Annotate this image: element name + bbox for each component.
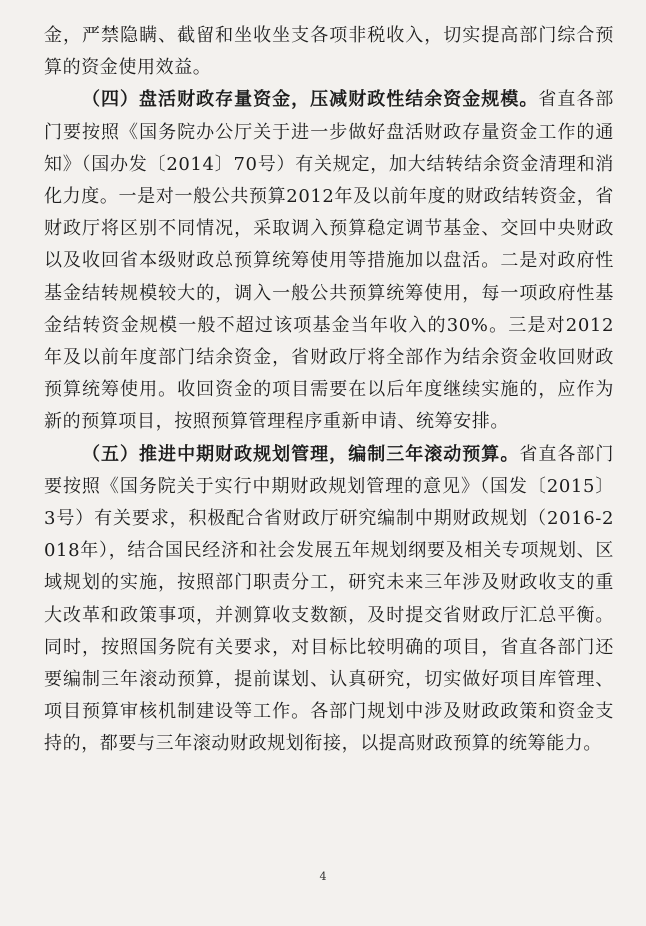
paragraph-text: 金，严禁隐瞒、截留和坐收坐支各项非税收入，切实提高部门综合预算的资金使用效益。 [44,25,614,79]
item-label: 一是 [118,186,156,208]
item-text: 对2012年及以前年度部门结余资金，省财政厅将全部作为结余资金收回财政预算统筹使用。收回资金的项目需要在以后年度继续实施的，应作为新的预算项目，按照预算管理程序重新申请、统筹安排。 [44,314,614,433]
paragraph-text: 省直各部门要按照《国务院办公厅关于进一步做好盘活财政存量资金工作的通知》（国办发〔2014〕70号）有关规定，加大结转结余资金清理和消化力度。 [44,89,614,208]
item-label: 二是 [500,250,539,272]
paragraph-text: 省直各部门要按照《国务院关于实行中期财政规划管理的意见》（国发〔2015〕3号）有关要求，积极配合省财政厅研究编制中期财政规划（2016-2018年），结合国民经济和社会发展五年规划纲要及相关专项规划、区域规划的实施，按照部门职责分工，研究未来三年涉及财政收支的重大改革和政策事项，并测算收支数额，及时提交省财政厅汇总平衡。同时，按照国务院有关要求，对目标比较明确的项目，省直各部门还要编制三年滚动预算，提前谋划、认真研究，切实做好项目库管理、项目预算审核机制建设等工作。各部门规划中涉及财政政策和资金支持的，都要与三年滚动财政规划衔接，以提高财政预算的统筹能力。 [44,443,614,755]
section-heading: （四）盘活财政存量资金，压减财政性结余资金规模。 [82,89,539,111]
paragraph-section-5 [44,439,614,761]
item-label: 三是 [508,314,547,336]
item-text: 对一般公共预算2012年及以前年度的财政结转资金，省财政厅将区别不同情况，采取调入预算稳定调节基金、交回中央财政以及收回省本级财政总预算统筹使用等措施加以盘活。 [44,186,615,272]
item-text: 对政府性基金结转规模较大的，调入一般公共预算统筹使用，每一项政府性基金结转资金规模一般不超过该项基金当年收入的30%。 [44,250,614,336]
page-number: 4 [319,870,327,883]
section-heading: （五）推进中期财政规划管理，编制三年滚动预算。 [82,443,520,465]
paragraph-section-4 [44,84,614,438]
paragraph-continuation [44,20,614,84]
